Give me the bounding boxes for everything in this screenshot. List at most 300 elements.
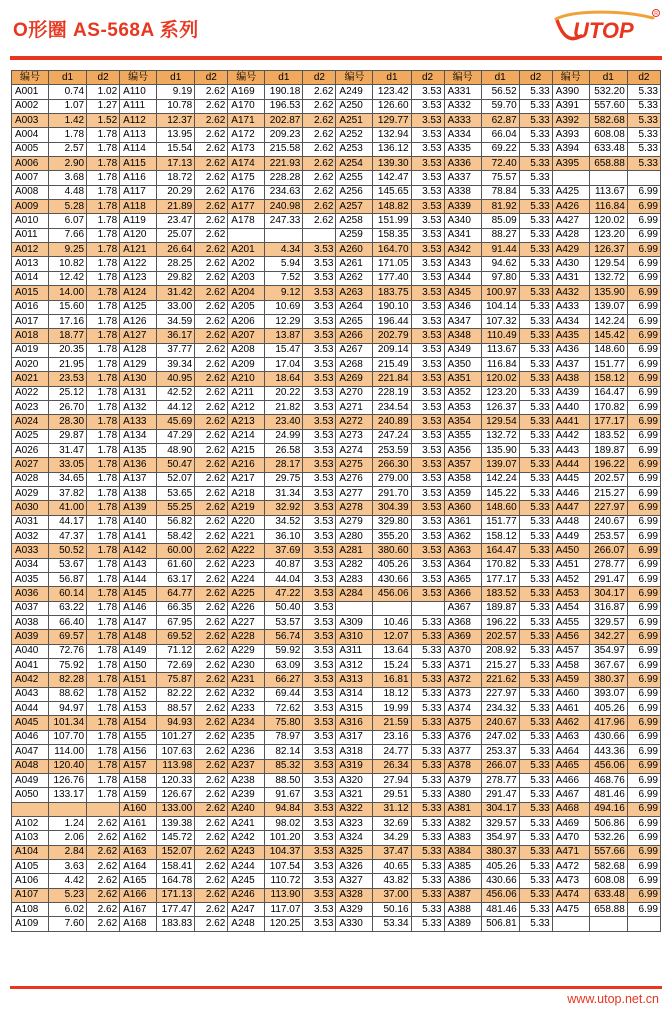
cross-section-cell: 3.53	[411, 558, 444, 572]
cross-section-cell: 2.62	[195, 530, 228, 544]
cross-section-cell: 2.62	[195, 616, 228, 630]
part-code-cell: A016	[12, 300, 49, 314]
cross-section-cell: 2.62	[195, 99, 228, 113]
part-code-cell: A176	[228, 185, 265, 199]
part-code-cell: A319	[336, 759, 373, 773]
part-code-cell: A224	[228, 573, 265, 587]
part-code-cell: A459	[552, 673, 589, 687]
part-code-cell: A364	[444, 558, 481, 572]
inner-diameter-cell: 190.10	[373, 300, 411, 314]
cross-section-cell: 2.62	[195, 888, 228, 902]
cross-section-cell: 3.53	[411, 386, 444, 400]
part-code-cell: A015	[12, 286, 49, 300]
table-row	[12, 630, 661, 644]
part-code-cell: A223	[228, 558, 265, 572]
inner-diameter-cell: 240.67	[589, 515, 627, 529]
part-code-cell: A338	[444, 185, 481, 199]
inner-diameter-cell: 34.29	[373, 831, 411, 845]
inner-diameter-cell: 355.20	[373, 530, 411, 544]
part-code-cell: A354	[444, 415, 481, 429]
inner-diameter-cell: 21.59	[373, 716, 411, 730]
cross-section-cell: 5.33	[519, 357, 552, 371]
part-code-cell: A114	[120, 142, 157, 156]
part-code-cell: A032	[12, 530, 49, 544]
inner-diameter-cell: 658.88	[589, 902, 627, 916]
cross-section-cell: 1.78	[87, 730, 120, 744]
inner-diameter-cell: 142.47	[373, 171, 411, 185]
cross-section-cell: 5.33	[519, 874, 552, 888]
cross-section-cell: 5.33	[519, 300, 552, 314]
cross-section-cell: 2.62	[195, 558, 228, 572]
cross-section-cell: 2.62	[195, 314, 228, 328]
column-header: d2	[519, 71, 552, 85]
cross-section-cell: 3.53	[411, 472, 444, 486]
column-header: d1	[373, 71, 411, 85]
inner-diameter-cell: 101.27	[157, 730, 195, 744]
part-code-cell: A244	[228, 859, 265, 873]
part-code-cell: A239	[228, 788, 265, 802]
inner-diameter-cell: 72.40	[481, 157, 519, 171]
cross-section-cell: 3.53	[303, 644, 336, 658]
inner-diameter-cell	[373, 601, 411, 615]
inner-diameter-cell: 44.04	[265, 573, 303, 587]
cross-section-cell: 6.99	[627, 314, 660, 328]
inner-diameter-cell: 23.16	[373, 730, 411, 744]
cross-section-cell: 5.33	[411, 644, 444, 658]
cross-section-cell: 2.62	[195, 673, 228, 687]
part-code-cell: A463	[552, 730, 589, 744]
inner-diameter-cell: 12.37	[157, 114, 195, 128]
inner-diameter-cell: 135.90	[481, 443, 519, 457]
inner-diameter-cell: 50.40	[265, 601, 303, 615]
cross-section-cell: 3.53	[303, 816, 336, 830]
inner-diameter-cell: 151.77	[589, 357, 627, 371]
cross-section-cell: 3.53	[411, 243, 444, 257]
cross-section-cell: 6.99	[627, 286, 660, 300]
part-code-cell: A372	[444, 673, 481, 687]
part-code-cell: A257	[336, 200, 373, 214]
part-code-cell: A444	[552, 458, 589, 472]
inner-diameter-cell: 88.27	[481, 228, 519, 242]
inner-diameter-cell: 120.25	[265, 917, 303, 931]
table-row	[12, 357, 661, 371]
inner-diameter-cell: 37.47	[373, 845, 411, 859]
part-code-cell: A204	[228, 286, 265, 300]
part-code-cell: A373	[444, 687, 481, 701]
inner-diameter-cell: 158.35	[373, 228, 411, 242]
cross-section-cell: 5.33	[411, 902, 444, 916]
column-header: 编号	[552, 71, 589, 85]
inner-diameter-cell: 133.00	[157, 802, 195, 816]
inner-diameter-cell: 266.30	[373, 458, 411, 472]
part-code-cell: A141	[120, 530, 157, 544]
part-code-cell: A466	[552, 773, 589, 787]
cross-section-cell: 3.53	[411, 544, 444, 558]
inner-diameter-cell: 177.17	[589, 415, 627, 429]
part-code-cell: A130	[120, 372, 157, 386]
inner-diameter-cell: 151.77	[481, 515, 519, 529]
cross-section-cell: 1.78	[87, 329, 120, 343]
cross-section-cell: 5.33	[411, 845, 444, 859]
table-row	[12, 128, 661, 142]
cross-section-cell: 6.99	[627, 902, 660, 916]
part-code-cell: A230	[228, 659, 265, 673]
part-code-cell: A327	[336, 874, 373, 888]
cross-section-cell: 1.78	[87, 257, 120, 271]
cross-section-cell: 2.62	[87, 816, 120, 830]
cross-section-cell: 3.53	[411, 429, 444, 443]
table-row	[12, 902, 661, 916]
cross-section-cell: 2.62	[195, 271, 228, 285]
part-code-cell: A126	[120, 314, 157, 328]
inner-diameter-cell: 61.60	[157, 558, 195, 572]
cross-section-cell: 1.78	[87, 530, 120, 544]
part-code-cell: A207	[228, 329, 265, 343]
inner-diameter-cell: 55.25	[157, 501, 195, 515]
part-code-cell: A242	[228, 831, 265, 845]
part-code-cell: A374	[444, 702, 481, 716]
inner-diameter-cell: 18.77	[49, 329, 87, 343]
inner-diameter-cell: 34.65	[49, 472, 87, 486]
table-row	[12, 200, 661, 214]
cross-section-cell: 3.53	[303, 501, 336, 515]
website-url[interactable]: www.utop.net.cn	[567, 992, 659, 1006]
inner-diameter-cell: 430.66	[373, 573, 411, 587]
cross-section-cell: 3.53	[303, 730, 336, 744]
part-code-cell: A328	[336, 888, 373, 902]
inner-diameter-cell: 64.77	[157, 587, 195, 601]
part-code-cell: A119	[120, 214, 157, 228]
part-code-cell: A391	[552, 99, 589, 113]
cross-section-cell: 2.62	[195, 458, 228, 472]
part-code-cell: A115	[120, 157, 157, 171]
cross-section-cell: 5.33	[519, 616, 552, 630]
cross-section-cell: 1.78	[87, 372, 120, 386]
cross-section-cell: 2.62	[195, 745, 228, 759]
inner-diameter-cell: 58.42	[157, 530, 195, 544]
inner-diameter-cell: 227.97	[481, 687, 519, 701]
inner-diameter-cell: 202.57	[481, 630, 519, 644]
part-code-cell: A322	[336, 802, 373, 816]
inner-diameter-cell: 380.60	[373, 544, 411, 558]
cross-section-cell: 6.99	[627, 845, 660, 859]
part-code-cell: A376	[444, 730, 481, 744]
part-code-cell: A333	[444, 114, 481, 128]
cross-section-cell: 1.78	[87, 415, 120, 429]
part-code-cell: A472	[552, 859, 589, 873]
part-code-cell: A232	[228, 687, 265, 701]
cross-section-cell: 2.62	[195, 716, 228, 730]
part-code-cell: A332	[444, 99, 481, 113]
cross-section-cell: 5.33	[411, 659, 444, 673]
part-code-cell: A036	[12, 587, 49, 601]
cross-section-cell: 1.78	[87, 243, 120, 257]
column-header: d1	[49, 71, 87, 85]
inner-diameter-cell: 329.57	[481, 816, 519, 830]
cross-section-cell: 2.62	[87, 831, 120, 845]
cross-section-cell: 3.53	[303, 874, 336, 888]
inner-diameter-cell: 52.07	[157, 472, 195, 486]
cross-section-cell: 5.33	[519, 831, 552, 845]
part-code-cell: A216	[228, 458, 265, 472]
inner-diameter-cell: 164.70	[373, 243, 411, 257]
part-code-cell: A044	[12, 702, 49, 716]
inner-diameter-cell: 234.63	[265, 185, 303, 199]
cross-section-cell: 1.78	[87, 357, 120, 371]
inner-diameter-cell: 17.13	[157, 157, 195, 171]
inner-diameter-cell: 50.52	[49, 544, 87, 558]
inner-diameter-cell: 107.70	[49, 730, 87, 744]
cross-section-cell: 6.99	[627, 185, 660, 199]
inner-diameter-cell: 456.06	[481, 888, 519, 902]
inner-diameter-cell: 18.64	[265, 372, 303, 386]
cross-section-cell: 2.62	[195, 788, 228, 802]
cross-section-cell: 3.53	[303, 458, 336, 472]
inner-diameter-cell: 215.27	[481, 659, 519, 673]
inner-diameter-cell: 71.12	[157, 644, 195, 658]
inner-diameter-cell: 278.77	[589, 558, 627, 572]
part-code-cell: A461	[552, 702, 589, 716]
cross-section-cell: 5.33	[411, 673, 444, 687]
cross-section-cell: 6.99	[627, 486, 660, 500]
part-code-cell: A102	[12, 816, 49, 830]
part-code-cell: A355	[444, 429, 481, 443]
inner-diameter-cell: 215.58	[265, 142, 303, 156]
part-code-cell: A437	[552, 357, 589, 371]
cross-section-cell: 1.78	[87, 716, 120, 730]
part-code-cell: A379	[444, 773, 481, 787]
inner-diameter-cell: 430.66	[481, 874, 519, 888]
cross-section-cell: 5.33	[519, 659, 552, 673]
part-code-cell: A116	[120, 171, 157, 185]
part-code-cell: A132	[120, 400, 157, 414]
part-code-cell: A050	[12, 788, 49, 802]
cross-section-cell: 1.78	[87, 271, 120, 285]
logo-text: UTOP	[573, 18, 634, 43]
inner-diameter-cell: 101.34	[49, 716, 87, 730]
cross-section-cell: 6.99	[627, 659, 660, 673]
inner-diameter-cell: 91.67	[265, 788, 303, 802]
part-code-cell: A227	[228, 616, 265, 630]
part-code-cell: A120	[120, 228, 157, 242]
part-code-cell: A221	[228, 530, 265, 544]
inner-diameter-cell: 45.69	[157, 415, 195, 429]
cross-section-cell: 5.33	[519, 314, 552, 328]
cross-section-cell: 3.53	[303, 472, 336, 486]
inner-diameter-cell: 171.05	[373, 257, 411, 271]
cross-section-cell: 2.62	[195, 415, 228, 429]
inner-diameter-cell: 417.96	[589, 716, 627, 730]
cross-section-cell: 5.33	[519, 773, 552, 787]
cross-section-cell: 6.99	[627, 573, 660, 587]
part-code-cell: A266	[336, 329, 373, 343]
part-code-cell: A213	[228, 415, 265, 429]
part-code-cell: A366	[444, 587, 481, 601]
inner-diameter-cell: 189.87	[589, 443, 627, 457]
inner-diameter-cell: 208.92	[481, 644, 519, 658]
part-code-cell: A174	[228, 157, 265, 171]
inner-diameter-cell: 9.12	[265, 286, 303, 300]
cross-section-cell: 6.99	[627, 458, 660, 472]
part-code-cell: A336	[444, 157, 481, 171]
cross-section-cell: 2.62	[195, 286, 228, 300]
cross-section-cell: 3.53	[411, 257, 444, 271]
part-code-cell: A375	[444, 716, 481, 730]
part-code-cell: A241	[228, 816, 265, 830]
inner-diameter-cell: 85.09	[481, 214, 519, 228]
inner-diameter-cell: 291.47	[481, 788, 519, 802]
cross-section-cell: 2.62	[303, 157, 336, 171]
inner-diameter-cell: 69.52	[157, 630, 195, 644]
part-code-cell: A385	[444, 859, 481, 873]
cross-section-cell: 1.78	[87, 659, 120, 673]
inner-diameter-cell: 329.80	[373, 515, 411, 529]
cross-section-cell: 3.53	[411, 372, 444, 386]
cross-section-cell: 6.99	[627, 802, 660, 816]
cross-section-cell: 5.33	[519, 243, 552, 257]
inner-diameter-cell: 25.07	[157, 228, 195, 242]
part-code-cell: A171	[228, 114, 265, 128]
part-code-cell: A041	[12, 659, 49, 673]
cross-section-cell: 3.53	[411, 400, 444, 414]
cross-section-cell: 5.33	[519, 415, 552, 429]
inner-diameter-cell: 7.66	[49, 228, 87, 242]
cross-section-cell: 5.33	[519, 673, 552, 687]
table-row	[12, 386, 661, 400]
cross-section-cell: 1.78	[87, 773, 120, 787]
part-code-cell: A368	[444, 616, 481, 630]
table-row	[12, 171, 661, 185]
cross-section-cell: 6.99	[627, 730, 660, 744]
inner-diameter-cell: 53.57	[265, 616, 303, 630]
part-code-cell: A369	[444, 630, 481, 644]
table-row	[12, 329, 661, 343]
cross-section-cell: 3.53	[411, 343, 444, 357]
part-code-cell: A017	[12, 314, 49, 328]
part-code-cell: A022	[12, 386, 49, 400]
part-code-cell: A107	[12, 888, 49, 902]
part-code-cell: A225	[228, 587, 265, 601]
part-code-cell: A276	[336, 472, 373, 486]
inner-diameter-cell: 129.54	[589, 257, 627, 271]
part-code-cell: A360	[444, 501, 481, 515]
part-code-cell: A012	[12, 243, 49, 257]
inner-diameter-cell: 85.32	[265, 759, 303, 773]
inner-diameter-cell	[265, 228, 303, 242]
inner-diameter-cell: 69.57	[49, 630, 87, 644]
inner-diameter-cell: 29.51	[373, 788, 411, 802]
part-code-cell: A205	[228, 300, 265, 314]
inner-diameter-cell: 47.37	[49, 530, 87, 544]
part-code-cell: A042	[12, 673, 49, 687]
cross-section-cell: 5.33	[627, 99, 660, 113]
inner-diameter-cell	[589, 171, 627, 185]
cross-section-cell: 6.99	[627, 759, 660, 773]
cross-section-cell: 6.99	[627, 243, 660, 257]
cross-section-cell: 5.33	[627, 114, 660, 128]
part-code-cell: A383	[444, 831, 481, 845]
part-code-cell: A220	[228, 515, 265, 529]
part-code-cell: A245	[228, 874, 265, 888]
cross-section-cell: 3.53	[303, 630, 336, 644]
part-code-cell: A019	[12, 343, 49, 357]
cross-section-cell: 1.78	[87, 314, 120, 328]
o-ring-size-table	[11, 70, 661, 932]
part-code-cell: A134	[120, 429, 157, 443]
column-header: d2	[411, 71, 444, 85]
part-code-cell: A247	[228, 902, 265, 916]
part-code-cell: A172	[228, 128, 265, 142]
table-row	[12, 687, 661, 701]
inner-diameter-cell: 126.37	[589, 243, 627, 257]
part-code-cell: A268	[336, 357, 373, 371]
inner-diameter-cell: 78.97	[265, 730, 303, 744]
inner-diameter-cell: 104.37	[265, 845, 303, 859]
cross-section-cell: 3.53	[411, 142, 444, 156]
table-row	[12, 773, 661, 787]
cross-section-cell: 3.53	[303, 687, 336, 701]
cross-section-cell: 2.62	[87, 902, 120, 916]
inner-diameter-cell: 48.90	[157, 443, 195, 457]
inner-diameter-cell: 28.25	[157, 257, 195, 271]
inner-diameter-cell: 53.67	[49, 558, 87, 572]
inner-diameter-cell: 4.42	[49, 874, 87, 888]
part-code-cell: A142	[120, 544, 157, 558]
part-code-cell: A122	[120, 257, 157, 271]
cross-section-cell: 1.78	[87, 228, 120, 242]
inner-diameter-cell: 5.23	[49, 888, 87, 902]
inner-diameter-cell: 101.20	[265, 831, 303, 845]
table-row	[12, 659, 661, 673]
part-code-cell: A445	[552, 472, 589, 486]
inner-diameter-cell: 62.87	[481, 114, 519, 128]
cross-section-cell: 3.53	[411, 501, 444, 515]
inner-diameter-cell: 21.82	[265, 400, 303, 414]
part-code-cell: A021	[12, 372, 49, 386]
inner-diameter-cell: 41.00	[49, 501, 87, 515]
part-code-cell: A447	[552, 501, 589, 515]
table-row	[12, 99, 661, 113]
part-code-cell: A106	[12, 874, 49, 888]
table-row	[12, 644, 661, 658]
cross-section-cell: 5.33	[411, 788, 444, 802]
cross-section-cell: 3.53	[303, 601, 336, 615]
inner-diameter-cell: 60.14	[49, 587, 87, 601]
inner-diameter-cell: 142.24	[589, 314, 627, 328]
part-code-cell: A243	[228, 845, 265, 859]
inner-diameter-cell: 28.17	[265, 458, 303, 472]
inner-diameter-cell: 107.54	[265, 859, 303, 873]
part-code-cell: A045	[12, 716, 49, 730]
cross-section-cell: 3.53	[303, 859, 336, 873]
inner-diameter-cell: 59.92	[265, 644, 303, 658]
part-code-cell: A208	[228, 343, 265, 357]
inner-diameter-cell: 72.69	[157, 659, 195, 673]
cross-section-cell: 2.62	[195, 702, 228, 716]
part-code-cell: A394	[552, 142, 589, 156]
inner-diameter-cell: 40.65	[373, 859, 411, 873]
cross-section-cell: 3.53	[411, 443, 444, 457]
cross-section-cell: 1.78	[87, 458, 120, 472]
inner-diameter-cell: 34.52	[265, 515, 303, 529]
table-row	[12, 429, 661, 443]
inner-diameter-cell: 113.90	[265, 888, 303, 902]
part-code-cell: A442	[552, 429, 589, 443]
part-code-cell: A441	[552, 415, 589, 429]
inner-diameter-cell: 75.80	[265, 716, 303, 730]
inner-diameter-cell: 6.02	[49, 902, 87, 916]
part-code-cell: A267	[336, 343, 373, 357]
